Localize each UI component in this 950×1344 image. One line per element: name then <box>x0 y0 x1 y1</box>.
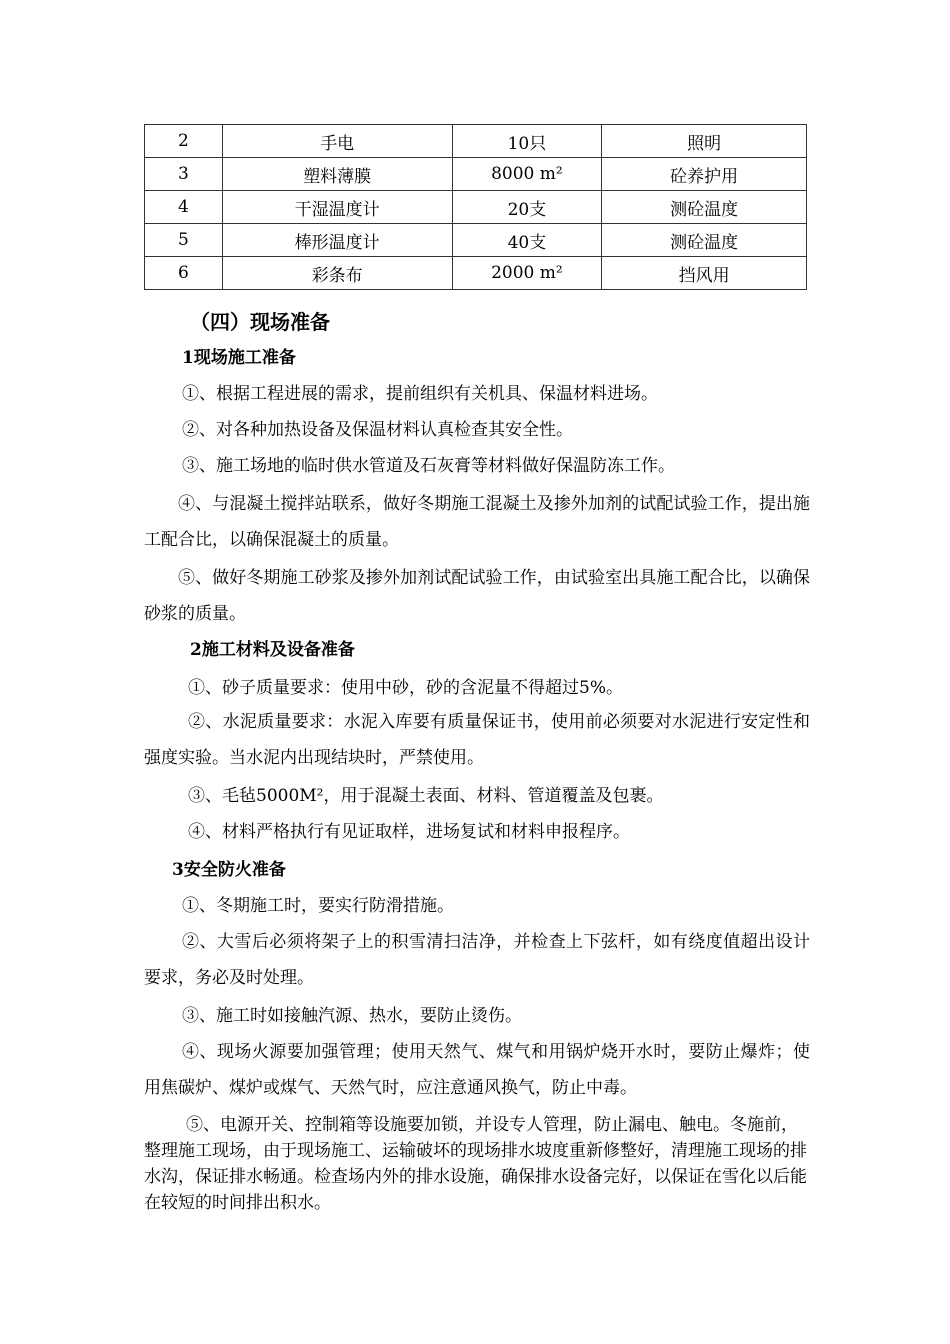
paragraph: ③、施工时如接触汽源、热水，要防止烫伤。 <box>182 1006 522 1026</box>
row-number: 5 <box>145 224 223 257</box>
paragraph: ②、对各种加热设备及保温材料认真检查其安全性。 <box>182 420 573 440</box>
paragraph: ⑤、电源开关、控制箱等设施要加锁，并设专人管理，防止漏电、触电。冬施前，整理施工现场，由于现场施工、运输破坏的现场排水坡度重新修整好，清理施工现场的排水沟，保证排水畅通。检查场内外的排水设施，确保排水设备完好，以保证在雪化以后能在较短的时间排出积水。 <box>144 1115 807 1213</box>
item-quantity: 20支 <box>452 191 602 224</box>
table-row <box>145 158 807 191</box>
paragraph: ①、冬期施工时，要实行防滑措施。 <box>182 896 454 916</box>
paragraph: ④、材料严格执行有见证取样，进场复试和材料申报程序。 <box>188 822 630 842</box>
item-name: 彩条布 <box>222 257 452 290</box>
materials-table <box>144 124 807 290</box>
table-row <box>145 224 807 257</box>
paragraph: ④、现场火源要加强管理；使用天然气、煤气和用锅炉烧开水时，要防止爆炸；使用焦碳炉、煤炉或煤气、天然气时，应注意通风换气，防止中毒。 <box>144 1042 810 1098</box>
paragraph: ②、大雪后必须将架子上的积雪清扫洁净，并检查上下弦杆，如有绕度值超出设计要求，务必及时处理。 <box>144 932 810 988</box>
paragraph: ④、与混凝土搅拌站联系，做好冬期施工混凝土及掺外加剂的试配试验工作，提出施工配合比，以确保混凝土的质量。 <box>144 494 810 550</box>
item-quantity: 8000 m² <box>452 158 602 191</box>
item-quantity: 10只 <box>452 125 602 158</box>
row-number: 3 <box>145 158 223 191</box>
subsection-heading-safety: 3安全防火准备 <box>172 860 286 880</box>
row-number: 2 <box>145 125 223 158</box>
item-use: 砼养护用 <box>602 158 807 191</box>
item-use: 照明 <box>602 125 807 158</box>
item-use: 测砼温度 <box>602 224 807 257</box>
item-name: 塑料薄膜 <box>222 158 452 191</box>
paragraph: ③、施工场地的临时供水管道及石灰膏等材料做好保温防冻工作。 <box>182 456 675 476</box>
paragraph: ①、根据工程进展的需求，提前组织有关机具、保温材料进场。 <box>182 384 658 404</box>
table-row <box>145 257 807 290</box>
item-quantity: 2000 m² <box>452 257 602 290</box>
item-name: 棒形温度计 <box>222 224 452 257</box>
subsection-heading-materials: 2施工材料及设备准备 <box>190 640 355 660</box>
item-use: 挡风用 <box>602 257 807 290</box>
item-name: 干湿温度计 <box>222 191 452 224</box>
row-number: 4 <box>145 191 223 224</box>
paragraph: ⑤、做好冬期施工砂浆及掺外加剂试配试验工作，由试验室出具施工配合比，以确保砂浆的质量。 <box>144 568 810 624</box>
paragraph: ②、水泥质量要求：水泥入库要有质量保证书，使用前必须要对水泥进行安定性和强度实验。当水泥内出现结块时，严禁使用。 <box>144 712 810 768</box>
item-name: 手电 <box>222 125 452 158</box>
table-row <box>145 125 807 158</box>
item-quantity: 40支 <box>452 224 602 257</box>
paragraph: ①、砂子质量要求：使用中砂，砂的含泥量不得超过5%。 <box>188 678 623 698</box>
item-use: 测砼温度 <box>602 191 807 224</box>
section-heading: （四）现场准备 <box>190 310 330 334</box>
row-number: 6 <box>145 257 223 290</box>
subsection-heading-site: 1现场施工准备 <box>182 348 296 368</box>
paragraph: ③、毛毡5000M²，用于混凝土表面、材料、管道覆盖及包裹。 <box>188 786 664 806</box>
table-row <box>145 191 807 224</box>
